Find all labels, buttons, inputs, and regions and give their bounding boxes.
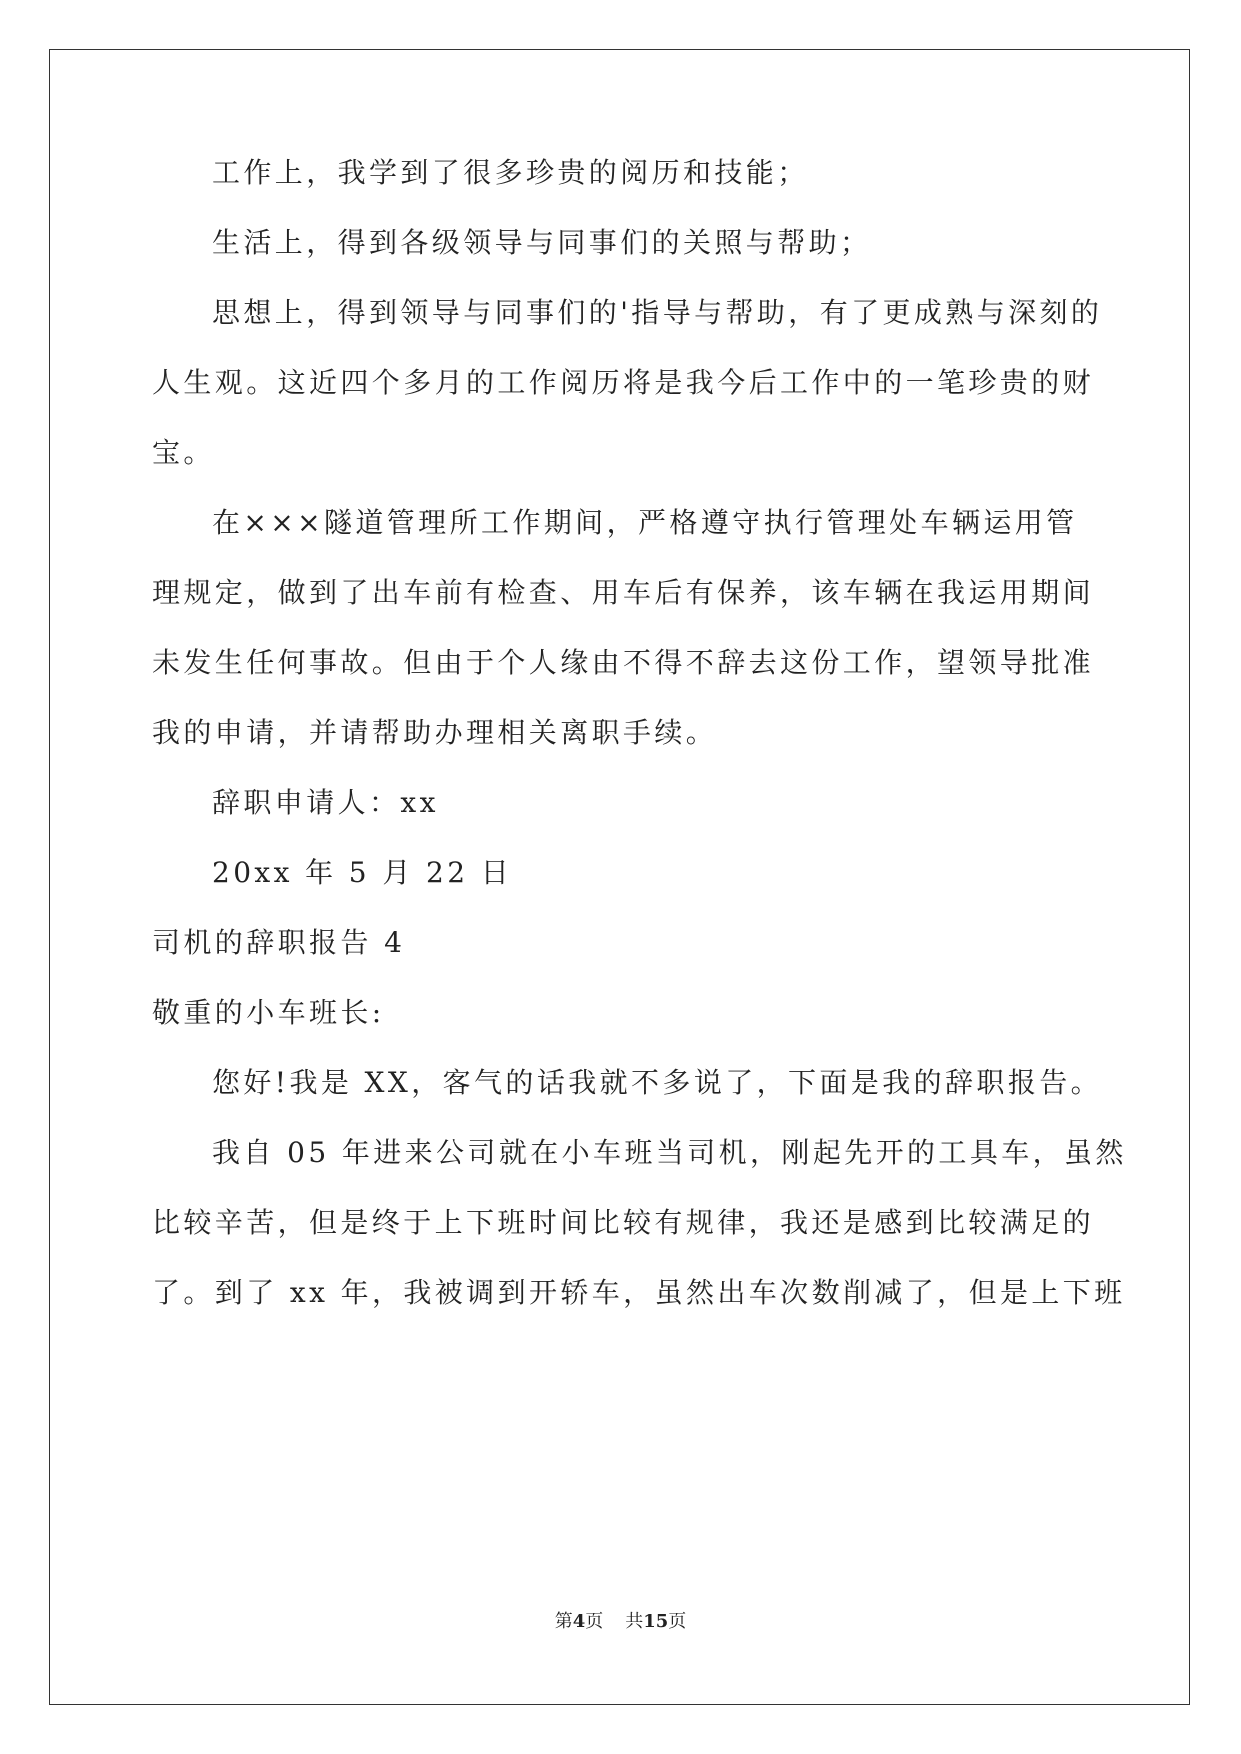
text-line-3: 思想上，得到领导与同事们的'指导与帮助，有了更成熟与深刻的 <box>212 296 1103 329</box>
section-heading: 司机的辞职报告 4 <box>152 926 406 959</box>
footer-page-suffix: 页 <box>585 1611 604 1632</box>
text-line-14: 您好!我是 XX，客气的话我就不多说了，下面是我的辞职报告。 <box>212 1066 1103 1099</box>
footer-total-prefix: 共 <box>625 1611 644 1632</box>
text-line-8: 未发生任何事故。但由于个人缘由不得不辞去这份工作，望领导批准 <box>152 646 1095 679</box>
page-footer <box>0 1610 1241 1634</box>
text-line-1: 工作上，我学到了很多珍贵的阅历和技能； <box>212 156 809 189</box>
text-line-5: 宝。 <box>152 436 215 469</box>
signature-line: 辞职申请人：xx <box>212 786 439 819</box>
text-line-9: 我的申请，并请帮助办理相关离职手续。 <box>152 716 718 749</box>
salutation: 敬重的小车班长: <box>152 996 385 1029</box>
footer-total-pages: 15 <box>643 1611 669 1632</box>
footer-prefix: 第 <box>554 1611 573 1632</box>
text-line-16: 比较辛苦，但是终于上下班时间比较有规律，我还是感到比较满足的 <box>152 1206 1095 1239</box>
date-line: 20xx 年 5 月 22 日 <box>212 856 513 889</box>
text-line-6: 在×××隧道管理所工作期间，严格遵守执行管理处车辆运用管 <box>212 506 1078 539</box>
text-line-2: 生活上，得到各级领导与同事们的关照与帮助； <box>212 226 872 259</box>
footer-total-suffix: 页 <box>668 1611 687 1632</box>
text-line-15: 我自 05 年进来公司就在小车班当司机，刚起先开的工具车，虽然 <box>212 1136 1127 1169</box>
footer-page-number: 4 <box>572 1611 586 1632</box>
text-line-4: 人生观。这近四个多月的工作阅历将是我今后工作中的一笔珍贵的财 <box>152 366 1095 399</box>
text-line-7: 理规定，做到了出车前有检查、用车后有保养，该车辆在我运用期间 <box>152 576 1095 609</box>
text-line-17: 了。到了 xx 年，我被调到开轿车，虽然出车次数削减了，但是上下班 <box>152 1276 1126 1309</box>
